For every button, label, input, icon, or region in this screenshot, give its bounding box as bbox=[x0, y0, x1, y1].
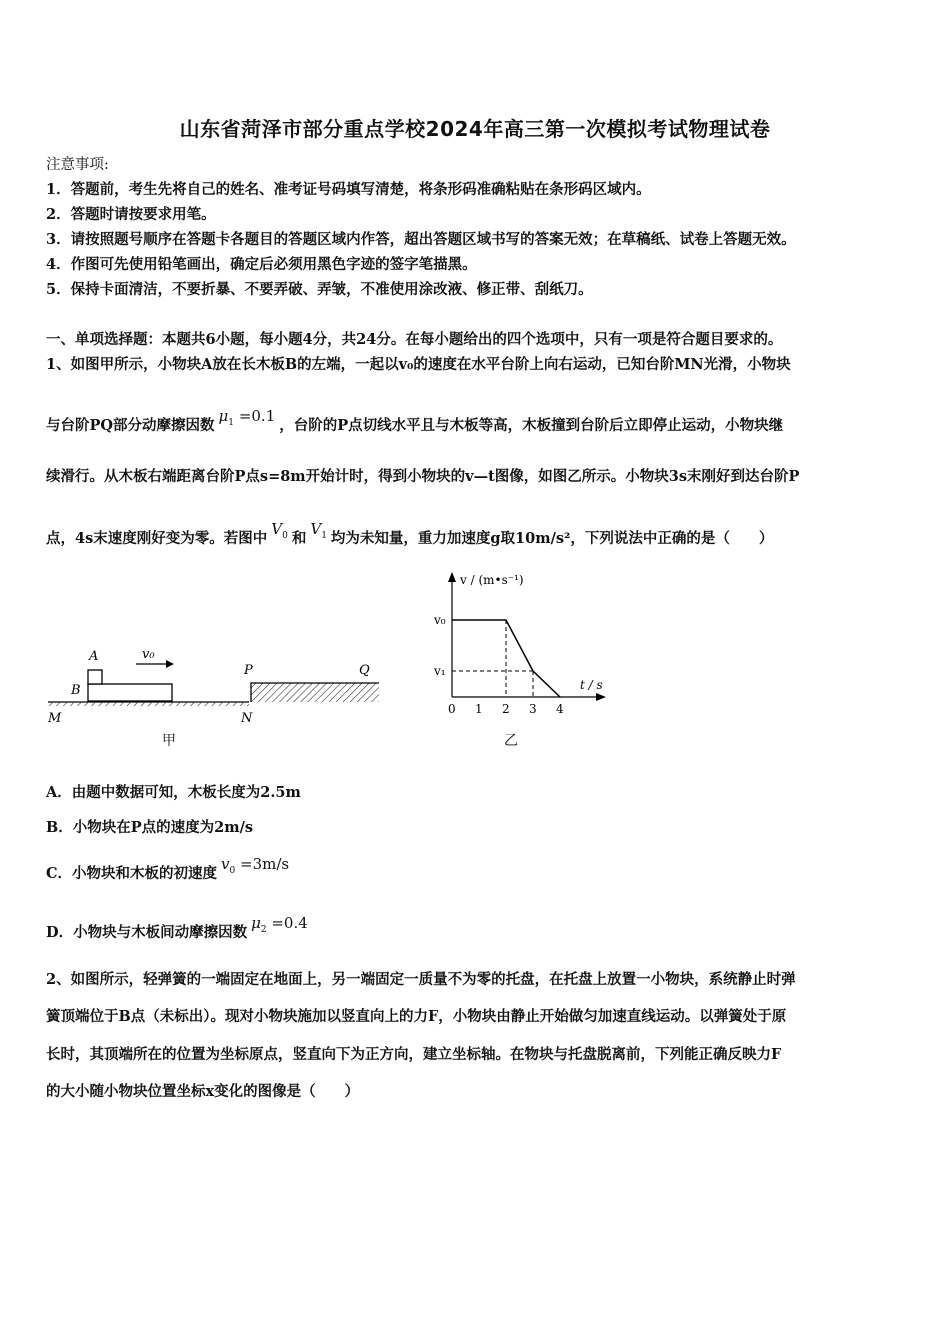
mu1-symbol: μ bbox=[218, 407, 229, 425]
label-p: P bbox=[244, 663, 253, 678]
mu1-subscript: 1 bbox=[228, 418, 235, 428]
notice-item-3: 3．请按照题号顺序在答题卡各题目的答题区域内作答，超出答题区域书写的答案无效；在草稿纸、试卷上答题无效。 bbox=[46, 231, 796, 248]
option-d[interactable] bbox=[46, 914, 312, 944]
x-axis-arrow bbox=[596, 693, 606, 701]
option-c-value: =3m/s bbox=[240, 855, 290, 873]
label-v0: v₀ bbox=[142, 647, 155, 662]
q1-line-2b: ，台阶的P点切线水平且与木板等高，木板撞到台阶后立即停止运动，小物块继 bbox=[279, 417, 784, 434]
notice-item-1: 1．答题前，考生先将自己的姓名、准考证号码填写清楚，将条形码准确粘贴在条形码区域内。 bbox=[46, 181, 651, 198]
mu1-value: =0.1 bbox=[238, 407, 276, 425]
label-a: A bbox=[89, 649, 99, 664]
q2-line-1: 2、如图所示，轻弹簧的一端固定在地面上，另一端固定一质量不为零的托盘，在托盘上放置一小物块，系统静止时弹 bbox=[46, 971, 796, 988]
v0-subscript: 0 bbox=[282, 531, 288, 541]
q2-line-2: 簧顶端位于B点（未标出）。现对小物块施加以竖直向上的力F，小物块由静止开始做匀加速直线运动。以弹簧处于原 bbox=[46, 1008, 787, 1025]
ground-mn-hatch bbox=[48, 702, 249, 706]
label-b: B bbox=[71, 683, 81, 698]
v1-formula bbox=[310, 520, 327, 550]
v1-symbol: V bbox=[310, 520, 322, 538]
option-a[interactable]: A．由题中数据可知，木板长度为2.5m bbox=[46, 784, 301, 801]
v0-formula bbox=[271, 520, 288, 550]
step-pq-hatch bbox=[251, 683, 379, 702]
y-axis-arrow bbox=[448, 572, 456, 582]
q2-line-4: 的大小随小物块位置坐标x变化的图像是（ ） bbox=[46, 1083, 360, 1100]
notice-heading: 注意事项: bbox=[46, 157, 109, 173]
q1-line-2 bbox=[46, 407, 784, 437]
q2-line-3: 长时，其顶端所在的位置为坐标原点，竖直向下为正方向，建立坐标轴。在物块与托盘脱离前，下列能正确反映力F bbox=[46, 1046, 782, 1063]
option-b[interactable]: B．小物块在P点的速度为2m/s bbox=[46, 819, 254, 836]
q1-line-2a: 与台阶PQ部分动摩擦因数 bbox=[46, 417, 215, 434]
notice-item-2: 2．答题时请按要求用笔。 bbox=[46, 206, 216, 223]
option-d-subscript: 2 bbox=[260, 925, 267, 935]
x-tick-label-3: 3 bbox=[529, 702, 537, 716]
option-d-formula bbox=[251, 914, 308, 944]
y-tick-label-v0: v₀ bbox=[434, 613, 446, 627]
option-c-text: C．小物块和木板的初速度 bbox=[46, 865, 218, 882]
q1-line-4b: 均为未知量，重力加速度g取10m/s²，下列说法中正确的是（ ） bbox=[330, 530, 774, 547]
q1-line-4-and: 和 bbox=[291, 530, 307, 547]
label-n: N bbox=[241, 711, 253, 726]
caption-jia: 甲 bbox=[162, 733, 176, 749]
q1-line-4 bbox=[46, 520, 774, 550]
figure-yi bbox=[428, 566, 618, 716]
x-tick-label-2: 2 bbox=[502, 702, 510, 716]
option-c[interactable] bbox=[46, 855, 293, 885]
x-tick-label-1: 1 bbox=[475, 702, 483, 716]
x-tick-label-0: 0 bbox=[448, 702, 456, 716]
notice-item-5: 5．保持卡面清洁，不要折暴、不要弄破、弄皱，不准使用涂改液、修正带、刮纸刀。 bbox=[46, 281, 593, 298]
q1-line-4a: 点，4s末速度刚好变为零。若图中 bbox=[46, 530, 268, 547]
option-d-symbol: μ bbox=[251, 914, 261, 932]
x-tick-label-4: 4 bbox=[556, 702, 564, 716]
y-axis-label: v / (m•s⁻¹) bbox=[460, 573, 524, 587]
y-tick-label-v1: v₁ bbox=[434, 664, 446, 678]
figure-jia bbox=[44, 640, 389, 730]
notice-item-4: 4．作图可先使用铅笔画出，确定后必须用黑色字迹的签字笔描黑。 bbox=[46, 256, 477, 273]
velocity-arrowhead bbox=[166, 660, 174, 668]
v1-subscript: 1 bbox=[321, 531, 327, 541]
caption-yi: 乙 bbox=[504, 733, 518, 749]
option-d-text: D．小物块与木板间动摩擦因数 bbox=[46, 924, 248, 941]
v0-symbol: V bbox=[271, 520, 283, 538]
option-d-value: =0.4 bbox=[271, 914, 308, 932]
x-axis-label: t / s bbox=[580, 678, 603, 692]
q1-line-3: 续滑行。从木板右端距离台阶P点s=8m开始计时，得到小物块的v—t图像，如图乙所示。小物块3s末刚好到达台阶P bbox=[46, 468, 800, 485]
option-c-subscript: 0 bbox=[229, 866, 236, 876]
option-c-formula bbox=[221, 855, 290, 885]
label-q: Q bbox=[359, 663, 370, 678]
block-a bbox=[88, 670, 102, 684]
option-c-symbol: v bbox=[221, 855, 230, 873]
section-heading: 一、单项选择题：本题共6小题，每小题4分，共24分。在每小题给出的四个选项中，只有一项是符合题目要求的。 bbox=[46, 331, 783, 348]
label-m: M bbox=[48, 711, 62, 726]
board-b bbox=[88, 684, 172, 701]
mu1-formula bbox=[218, 407, 276, 437]
page-title: 山东省菏泽市部分重点学校2024年高三第一次模拟考试物理试卷 bbox=[179, 117, 771, 141]
q1-line-1: 1、如图甲所示，小物块A放在长木板B的左端，一起以v₀的速度在水平台阶上向右运动，已知台阶MN光滑，小物块 bbox=[46, 356, 791, 373]
